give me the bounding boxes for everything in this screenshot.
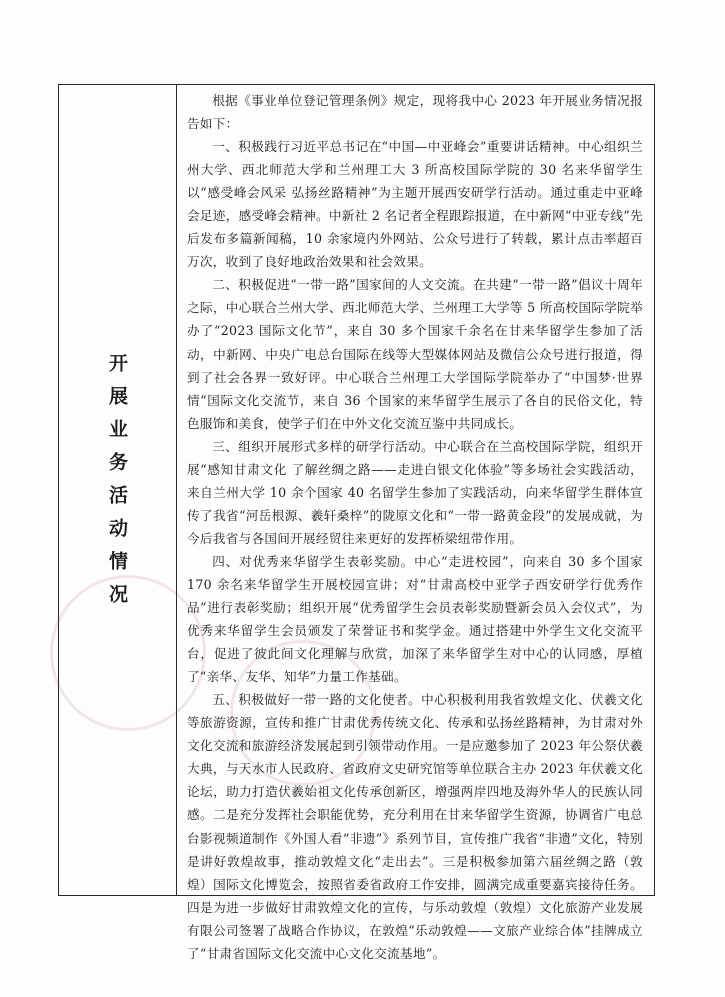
paragraph-4: 四、对优秀来华留学生表彰奖励。中心“走进校园”，向来自 30 多个国家 170 余名来华留学生开展校园宣讲；对“甘肃高校中亚学子西安研学行优秀作品”进行表彰奖励；组织开展“优秀留学生会员表彰奖励暨新会员入会仪式”，为优秀来华留学生会员颁发了荣誉证书和奖学金。通过搭建中外学生文化交流平台，促进了彼此间文化理解与欣赏，加深了来华留学生对中心的认同感，厚植了“亲华、友华、知华”力量工作基础。 (187, 553, 643, 685)
paragraph-2: 二、积极促进“一带一路”国家间的人文交流。在共建“一带一路”倡议十周年之际，中心联合兰州大学、西北师范大学、兰州理工大学等 5 所高校国际学院举办了“2023 国际文化节”，来自 30 多个国家千余名在甘来华留学生参加了活动，中新网、中央广电总台国际在线等大型媒体网站及微信公众号进行报道，得到了社会各界一致好评。中心联合兰州理工大学国际学院举办了“中国梦·世界情”国际文化交流节，来自 36 个国家的来华留学生展示了各自的民俗文化，特色服饰和美食，使学子们在中外文化交流互鉴中共同成长。 (187, 277, 643, 431)
section-label-cell (59, 85, 176, 895)
report-content (187, 89, 643, 965)
section-title: 开展业务活动情况 (106, 353, 128, 617)
report-form-table (58, 84, 655, 961)
intro-paragraph: 根据《事业单位登记管理条例》规定，现将我中心 2023 年开展业务情况报告如下： (187, 93, 643, 132)
paragraph-5: 五、积极做好一带一路的文化使者。中心积极利用我省敦煌文化、伏羲文化等旅游资源，宣传和推广甘肃优秀传统文化、传承和弘扬丝路精神，为甘肃对外文化交流和旅游经济发展起到引领带动作用。一是应邀参加了 2023 年公祭伏羲大典，与天水市人民政府、省政府文史研究馆等单位联合主办 2023 年伏羲文化论坛，助力打造伏羲始祖文化传承创新区，增强两岸四地及海外华人的民族认同感。二是充分发挥社会职能优势，充分利用在甘来华留学生资源，协调省广电总台影视频道制作《外国人看“非遗”》系列节目，宣传推广我省“非遗”文化，特别是讲好敦煌故事，推动敦煌文化“走出去”。三是积极参加第六届丝绸之路（敦煌）国际文化博览会，按照省委省政府工作安排，圆满完成重要嘉宾接待任务。四是为进一步做好甘肃敦煌文化的宣传，与乐动敦煌（敦煌）文化旅游产业发展有限公司签署了战略合作协议，在敦煌“乐动敦煌——文旅产业综合体”挂牌成立了“甘肃省国际文化交流中心文化交流基地”。 (187, 692, 643, 961)
column-divider (176, 85, 177, 895)
paragraph-3: 三、组织开展形式多样的研学行活动。中心联合在兰高校国际学院，组织开展“感知甘肃文化 了解丝绸之路——走进白银文化体验”等多场社会实践活动，来自兰州大学 10 余个国家 40 名留学生参加了实践活动，向来华留学生群体宣传了我省“河岳根源、羲轩桑梓”的陇原文化和“一带一路黄金段”的发展成就，为今后我省与各国间开展经贸往来更好的发挥桥梁纽带作用。 (187, 438, 643, 546)
paragraph-1: 一、积极践行习近平总书记在“中国—中亚峰会”重要讲话精神。中心组织兰州大学、西北师范大学和兰州理工大 3 所高校国际学院的 30 名来华留学生以“感受峰会风采 弘扬丝路精神”为主题开展西安研学行活动。通过重走中亚峰会足迹，感受峰会精神。中新社 2 名记者全程跟踪报道，在中新网“中亚专线”先后发布多篇新闻稿，10 余家境内外网站、公众号进行了转载，累计点击率超百万次，收到了良好地政治效果和社会效果。 (187, 139, 643, 270)
